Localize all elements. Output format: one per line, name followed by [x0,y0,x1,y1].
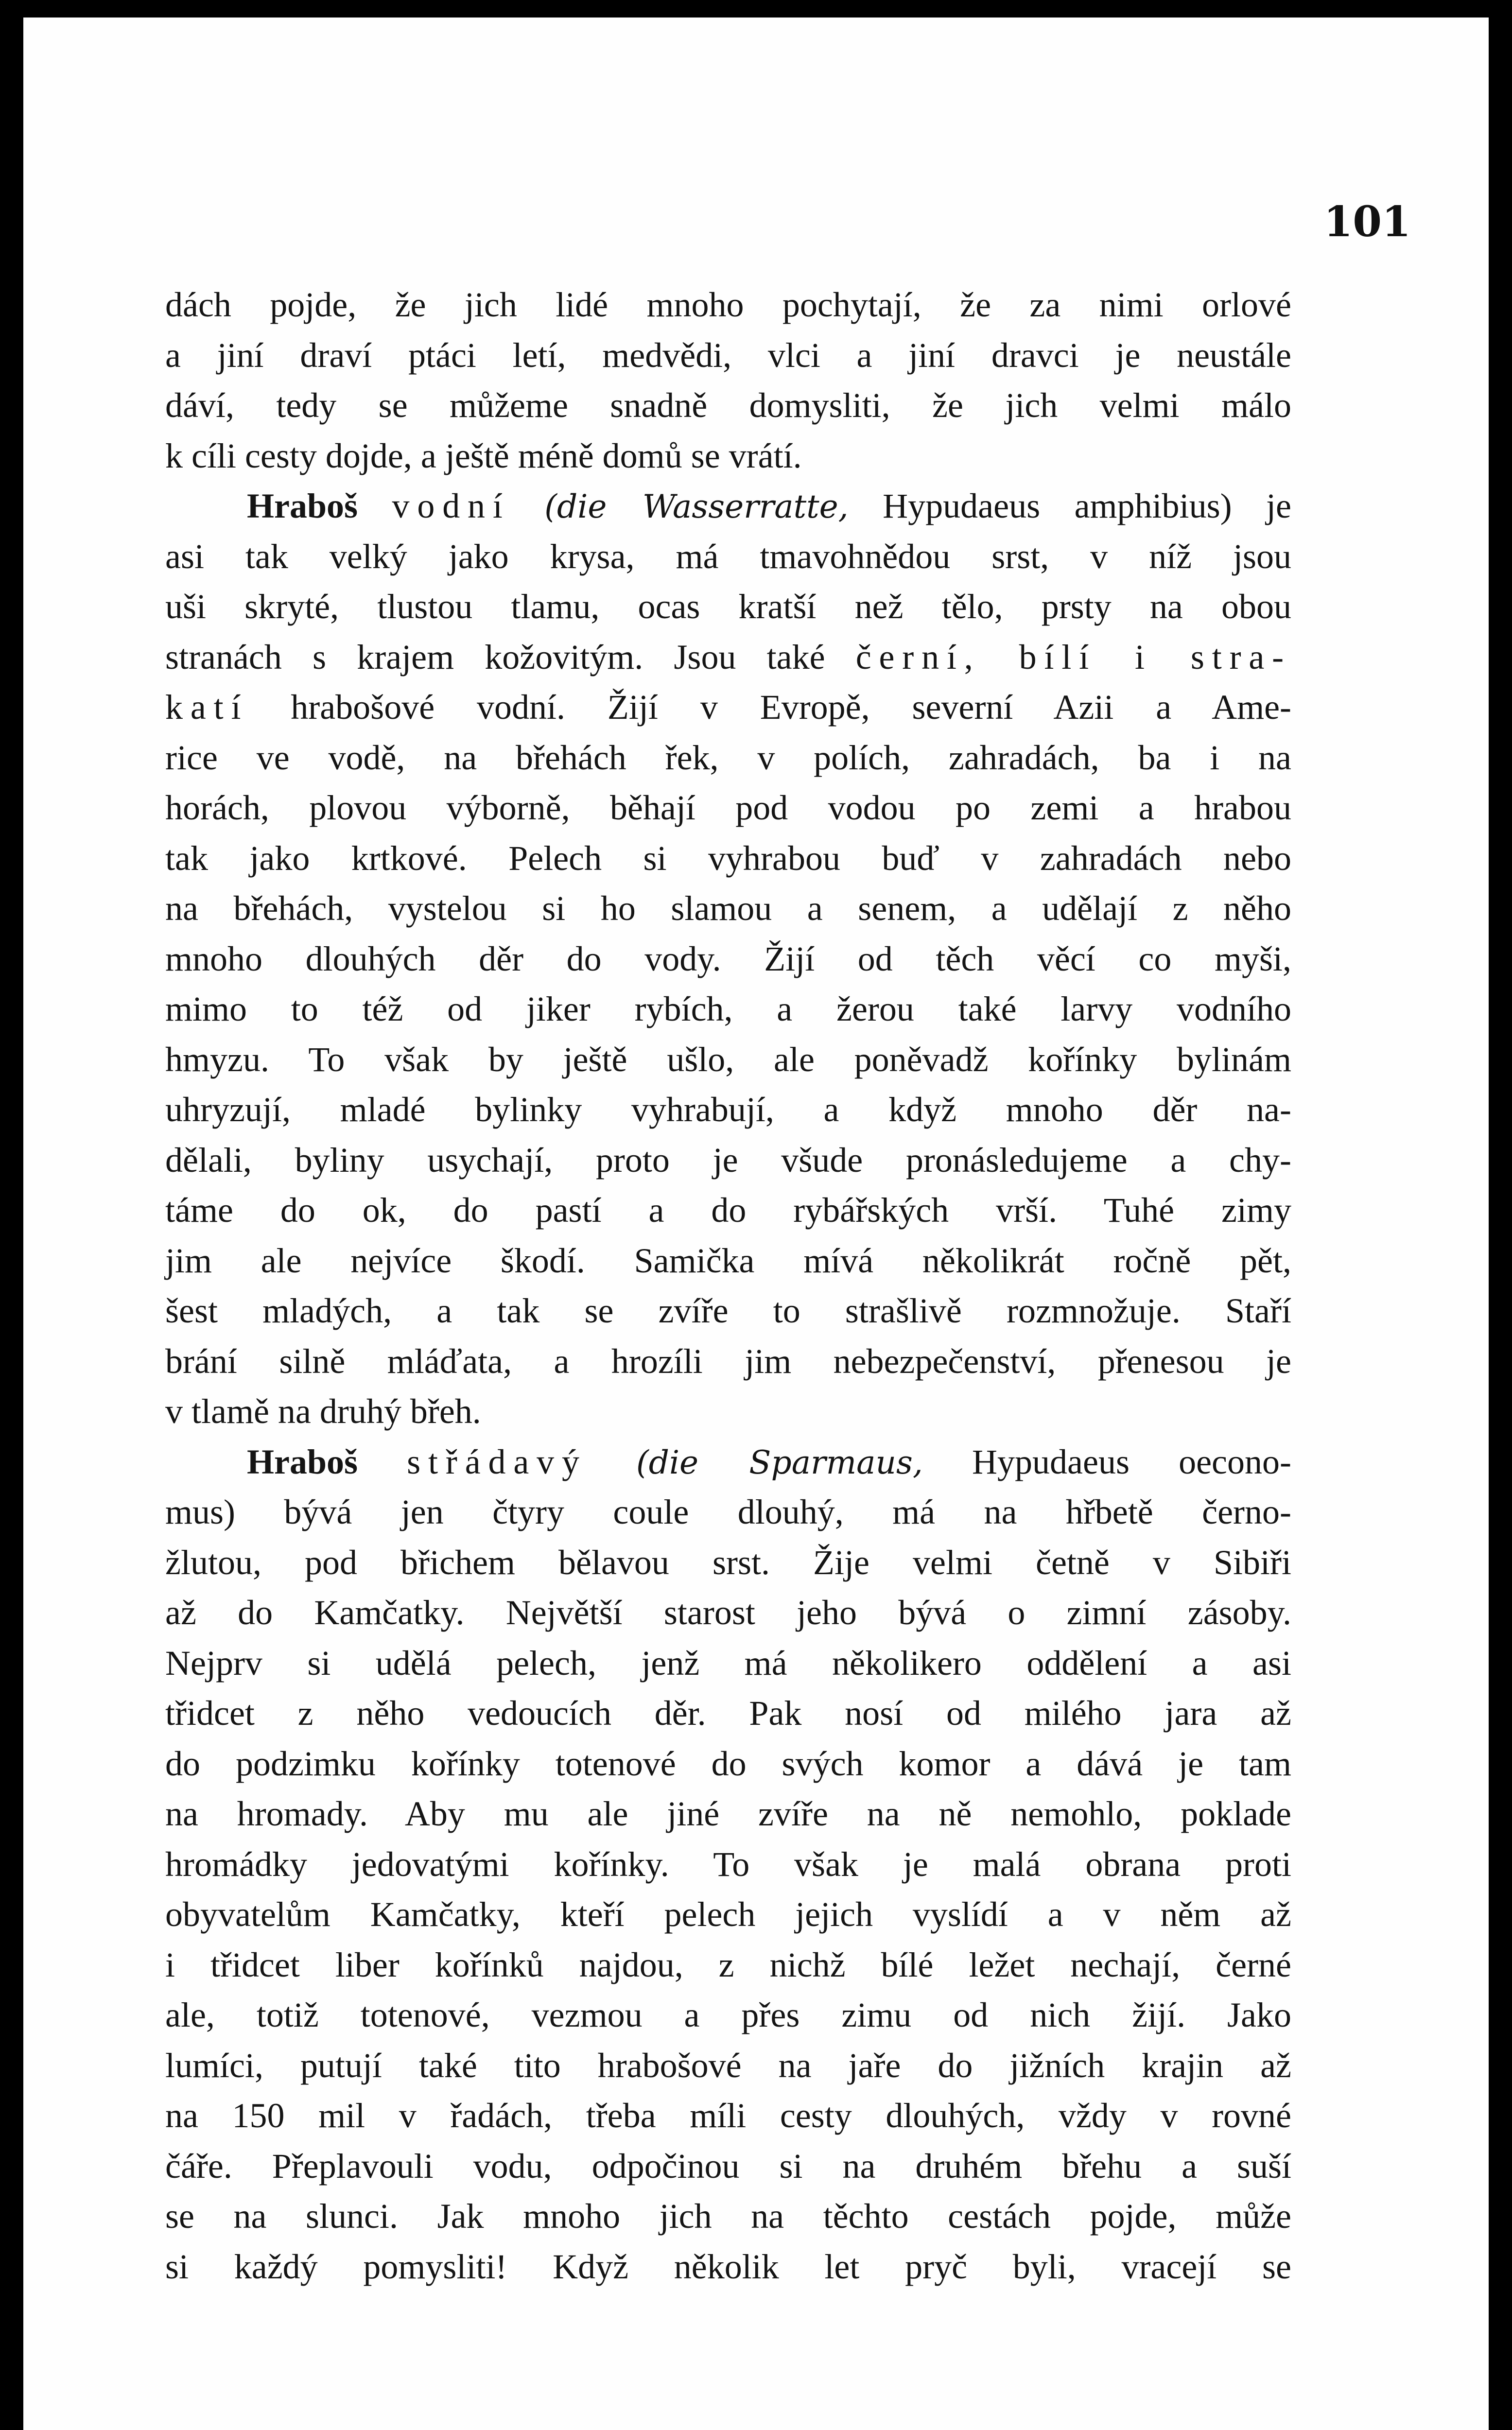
text-line: žlutou, pod břichem bělavou srst. Žije velmi četně v Sibiři [165,1543,1291,1582]
german-name: (die Wasserratte, [544,488,849,525]
text-line: se na slunci. Jak mnoho jich na těchto cestách pojde, může [165,2197,1291,2236]
text-line: hromádky jedovatými kořínky. To však je malá obrana proti [165,1844,1291,1884]
species-epithet: vodní [392,486,510,525]
text-line: lumíci, putují také tito hrabošové na jaře do jižních krajin až [165,2046,1291,2085]
text-line: asi tak velký jako krysa, má tmavohnědou srst, v níž jsou [165,537,1291,576]
text-line: mus) bývá jen čtyry coule dlouhý, má na hřbetě černo- [165,1493,1291,1531]
text-line: uši skryté, tlustou tlamu, ocas kratší než tělo, prsty na obou [165,587,1291,626]
text-line [165,682,1291,733]
text-line: a jiní draví ptáci letí, medvědi, vlci a jiní dravci je neustále [165,335,1291,375]
text-line: dách pojde, že jich lidé mnoho pochytají, že za nimi orlové [165,285,1291,324]
text-line: až do Kamčatky. Největší starost jeho bývá o zimní zásoby. [165,1593,1291,1632]
text-line: na hromady. Aby mu ale jiné zvíře na ně nemohlo, poklade [165,1794,1291,1833]
text-span: hrabošové vodní. Žijí v Evropě, severní Azii a Ame- [291,688,1292,727]
text-line: do podzimku kořínky totenové do svých komor a dává je tam [165,1744,1291,1783]
text-line: hmyzu. To však by ještě ušlo, ale poněvadž kořínky bylinám [165,1040,1291,1079]
text-line: rice ve vodě, na břehách řek, v polích, zahradách, ba i na [165,738,1291,777]
book-page [23,17,1489,2430]
text-line: ale, totiž totenové, vezmou a přes zimu od nich žijí. Jako [165,1996,1291,2034]
text-span: stranách s krajem kožovitým. Jsou také [165,637,825,677]
german-name: (die Sparmaus, [636,1443,923,1481]
spaced-text: černí, bílí i stra- [855,637,1291,677]
text-line: jim ale nejvíce škodí. Samička mívá několikrát ročně pět, [165,1241,1291,1280]
species-heading: Hraboš [247,486,358,525]
text-line: brání silně mláďata, a hrozíli jim nebezpečenství, přenesou je [165,1341,1291,1381]
text-line: k cíli cesty dojde, a ještě méně domů se vrátí. [165,436,802,475]
species-epithet: střádavý [407,1442,587,1481]
text-line: šest mladých, a tak se zvíře to strašlivě rozmnožuje. Staří [165,1291,1291,1330]
page-number: 101 [1323,197,1411,246]
species-heading: Hraboš [247,1442,358,1481]
text-line: na břehách, vystelou si ho slamou a senem, a udělají z něho [165,889,1291,928]
text-line: i třidcet liber kořínků najdou, z nichž bílé ležet nechají, černé [165,1945,1291,1984]
text-line: čáře. Přeplavouli vodu, odpočinou si na druhém břehu a suší [165,2146,1291,2186]
text-line: mimo to též od jiker rybích, a žerou také larvy vodního [165,989,1291,1028]
body-text [165,280,1291,2292]
text-line: Nejprv si udělá pelech, jenž má několikero oddělení a asi [165,1643,1291,1683]
paragraph-start-hrabos-vodni [165,481,1291,532]
text-line: horách, plovou výborně, běhají pod vodou po zemi a hrabou [165,788,1291,827]
text-line: na 150 mil v řadách, třeba míli cesty dlouhých, vždy v rovné [165,2096,1291,2135]
text-line [165,632,1291,683]
text-line: táme do ok, do pastí a do rybářských vrší. Tuhé zimy [165,1191,1291,1230]
spaced-text: katí [165,688,249,727]
text-line: třidcet z něho vedoucích děr. Pak nosí od milého jara až [165,1694,1291,1733]
text-line: dělali, byliny usychají, proto je všude pronásledujeme a chy- [165,1140,1291,1180]
latin-name: Hypudaeus amphibius) je [883,486,1292,525]
text-line: uhryzují, mladé bylinky vyhrabují, a když mnoho děr na- [165,1090,1291,1129]
text-line: si každý pomysliti! Když několik let pryč byli, vracejí se [165,2247,1291,2286]
paragraph-start-hrabos-stradavy [165,1437,1291,1488]
text-line: obyvatelům Kamčatky, kteří pelech jejich vyslídí a v něm až [165,1895,1291,1934]
latin-name: Hypudaeus oecono- [972,1442,1291,1481]
text-line: dáví, tedy se můžeme snadně domysliti, že jich velmi málo [165,386,1291,425]
text-line: tak jako krtkové. Pelech si vyhrabou buď v zahradách nebo [165,838,1291,878]
text-line: mnoho dlouhých děr do vody. Žijí od těch věcí co myši, [165,939,1291,978]
text-line: v tlamě na druhý břeh. [165,1392,481,1431]
